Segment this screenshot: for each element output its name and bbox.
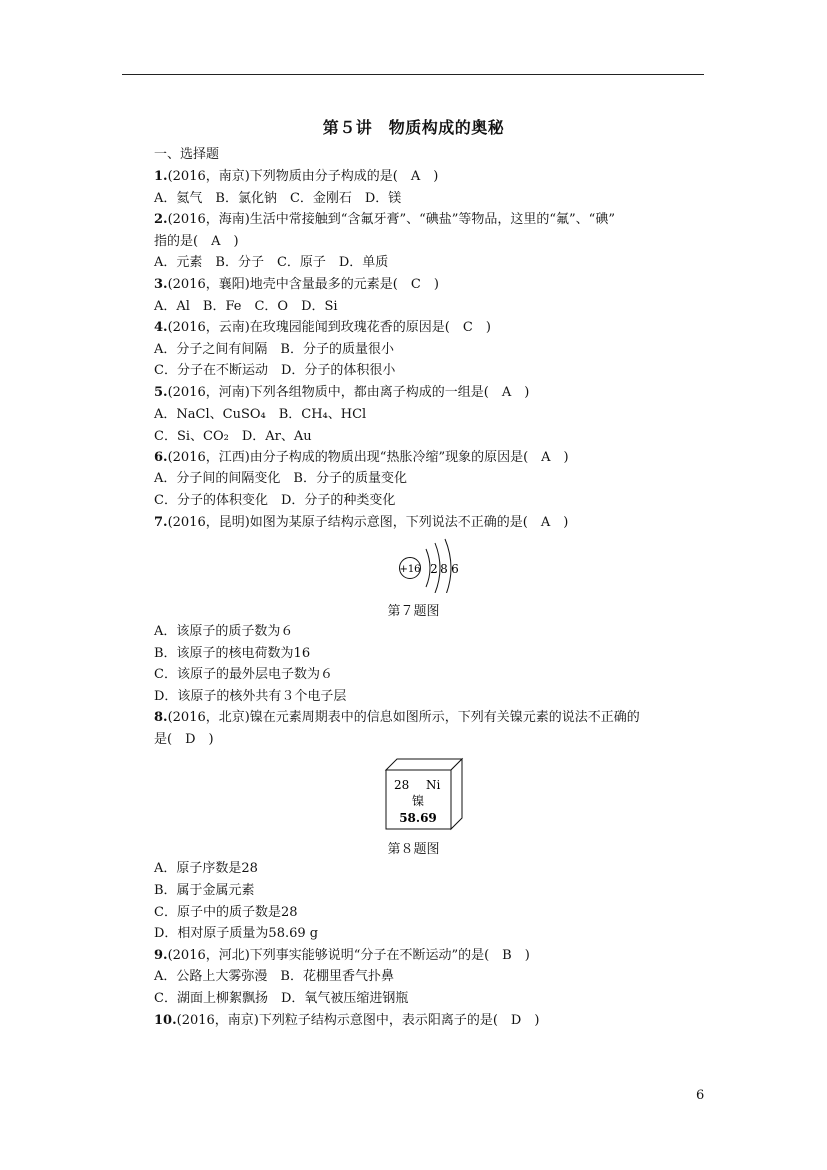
question-stem: (2016，南京)下列粒子结构示意图中，表示阳离子的是( D ) [176, 1013, 540, 1028]
question-stem: (2016，云南)在玫瑰园能闻到玫瑰花香的原因是( C ) [167, 320, 491, 335]
question-stem: (2016，南京)下列物质由分子构成的是( A ) [167, 169, 439, 184]
question-8-stem-cont: 是( D ) [154, 732, 214, 747]
question-number: 10. [154, 1013, 177, 1028]
question-8 [154, 709, 640, 727]
question-4-options-ab: A．分子之间有间隔 B．分子的质量很小 [154, 342, 394, 357]
question-9-options-cd: C．湖面上柳絮飘扬 D．氧气被压缩进钢瓶 [154, 991, 409, 1006]
question-number: 4. [154, 320, 168, 335]
question-number: 8. [154, 710, 168, 725]
atomic-mass: 58.69 [399, 811, 437, 825]
page-title: 第５讲 物质构成的奥秘 [322, 118, 505, 137]
question-8-option-c: C．原子中的质子数是28 [154, 905, 298, 920]
cell-side-face [451, 759, 462, 829]
figure-7-caption: 第７题图 [387, 604, 440, 619]
question-4 [154, 319, 491, 337]
question-stem: (2016，河北)下列事实能够说明“分子在不断运动”的是( B ) [167, 948, 530, 963]
periodic-table-cell-diagram [384, 757, 464, 832]
shell-2-electrons: 8 [440, 562, 448, 576]
question-number: 9. [154, 948, 168, 963]
question-9-options-ab: A．公路上大雾弥漫 B．花棚里香气扑鼻 [154, 969, 394, 984]
question-number: 7. [154, 515, 168, 530]
question-stem: (2016，江西)由分子构成的物质出现“热胀冷缩”现象的原因是( A ) [167, 450, 569, 465]
question-5-options-cd: C．Si、CO₂ D．Ar、Au [154, 429, 312, 444]
page-number: 6 [696, 1088, 705, 1103]
shell-3-electrons: 6 [451, 562, 459, 576]
question-7-option-c: C．该原子的最外层电子数为６ [154, 667, 333, 682]
question-2-stem-cont: 指的是( A ) [154, 234, 239, 249]
question-1 [154, 168, 438, 186]
question-7-option-b: B．该原子的核电荷数为16 [154, 646, 311, 661]
question-7-option-d: D．该原子的核外共有３个电子层 [154, 689, 347, 704]
element-name: 镍 [411, 794, 425, 808]
question-3-options: A．Al B．Fe C．O D．Si [154, 299, 338, 314]
question-number: 3. [154, 277, 168, 292]
question-stem: (2016，昆明)如图为某原子结构示意图，下列说法不正确的是( A ) [167, 515, 569, 530]
cell-top-face [386, 759, 462, 770]
question-8-option-b: B．属于金属元素 [154, 883, 255, 898]
question-1-options: A．氦气 B．氯化钠 C．金刚石 D．镁 [154, 191, 402, 206]
question-7-option-a: A．该原子的质子数为６ [154, 624, 294, 639]
question-10 [154, 1012, 539, 1030]
question-8-option-d: D．相对原子质量为58.69 g [154, 926, 319, 941]
question-6 [154, 449, 569, 467]
question-number: 5. [154, 385, 168, 400]
question-2-options: A．元素 B．分子 C．原子 D．单质 [154, 255, 389, 270]
question-stem: (2016，北京)镍在元素周期表中的信息如图所示，下列有关镍元素的说法不正确的 [167, 710, 640, 725]
shell-1-electrons: 2 [430, 562, 438, 576]
question-7 [154, 514, 568, 532]
question-5-options-ab: A．NaCl、CuSO₄ B．CH₄、HCl [154, 407, 367, 422]
question-stem: (2016，襄阳)地壳中含量最多的元素是( C ) [167, 277, 439, 292]
question-number: 6. [154, 450, 168, 465]
element-symbol: Ni [426, 778, 441, 792]
question-4-options-cd: C．分子在不断运动 D．分子的体积很小 [154, 363, 396, 378]
question-number: 1. [154, 169, 168, 184]
question-6-options-cd: C．分子的体积变化 D．分子的种类变化 [154, 493, 396, 508]
question-6-options-ab: A．分子间的间隔变化 B．分子的质量变化 [154, 471, 407, 486]
atomic-number: 28 [394, 778, 410, 792]
question-3 [154, 276, 439, 294]
question-stem: (2016，河南)下列各组物质中，都由离子构成的一组是( A ) [167, 385, 530, 400]
question-2 [154, 211, 615, 229]
header-rule [122, 74, 704, 75]
atom-structure-diagram [393, 535, 473, 593]
figure-8-caption: 第８题图 [387, 842, 440, 857]
question-5 [154, 384, 529, 402]
question-8-option-a: A．原子序数是28 [154, 861, 258, 876]
question-number: 2. [154, 212, 168, 227]
section-heading: 一、选择题 [154, 147, 220, 162]
nucleus-charge: +16 [399, 564, 421, 575]
question-stem: (2016，海南)生活中常接触到“含氟牙膏”、“碘盐”等物品，这里的“氟”、“碘” [167, 212, 615, 227]
question-9 [154, 947, 530, 965]
